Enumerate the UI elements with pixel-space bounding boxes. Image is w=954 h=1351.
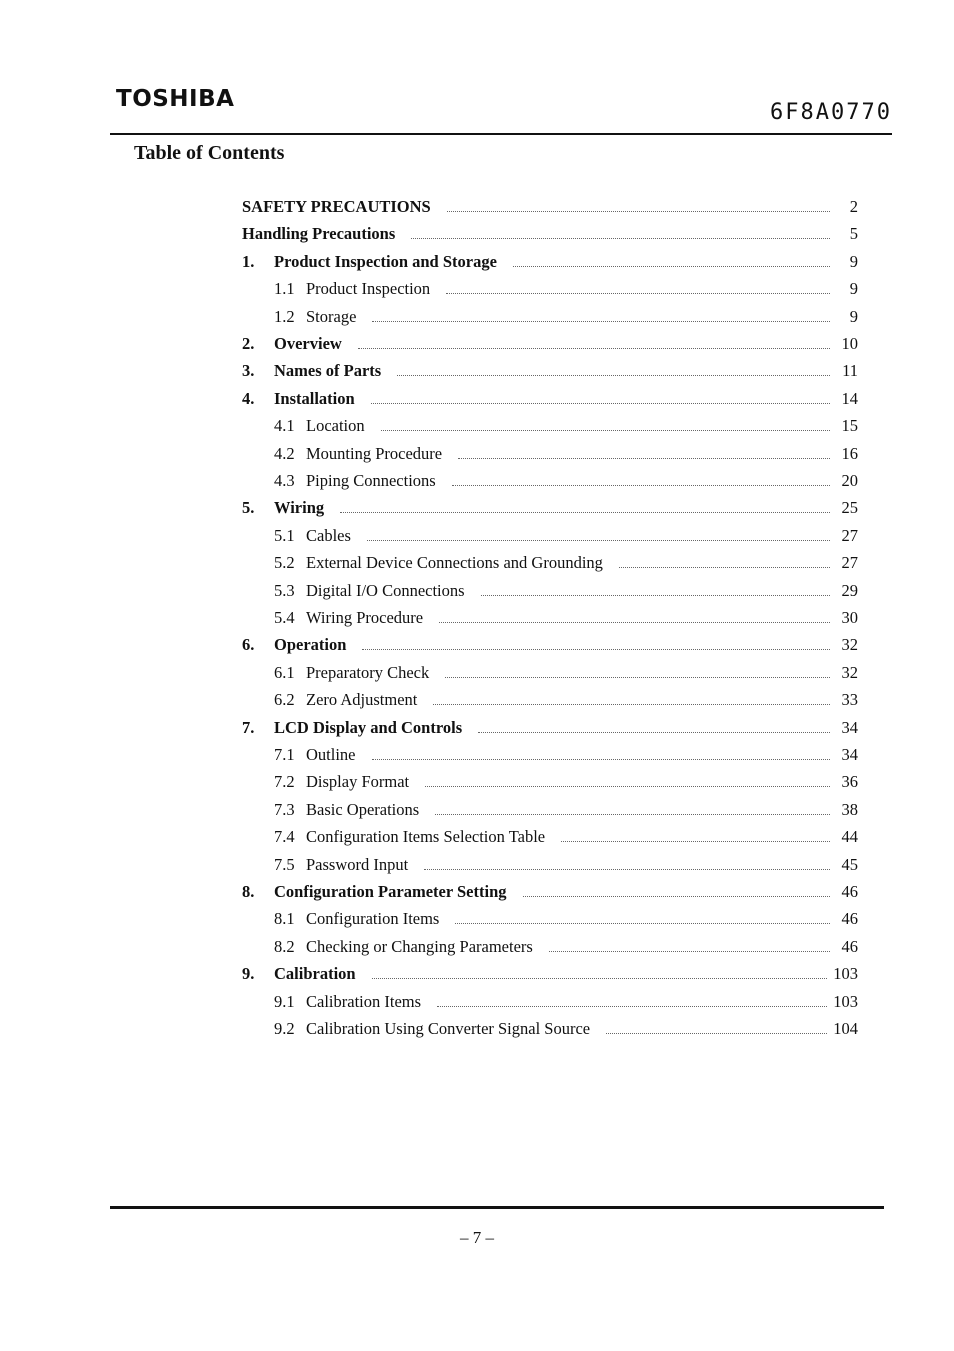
toc-dot-leader: [549, 950, 830, 952]
toc-dot-leader: [367, 539, 830, 541]
toc-entry-number: 4.: [242, 388, 255, 408]
toc-dot-leader: [561, 840, 830, 842]
toc-entry[interactable]: [274, 581, 858, 603]
toc-entry-page: 25: [841, 498, 858, 518]
toc-dot-leader: [381, 429, 830, 431]
toc-entry[interactable]: [274, 992, 858, 1014]
toc-dot-leader: [523, 895, 831, 897]
toc-dot-leader: [452, 484, 830, 486]
toc-entry-page: 2: [849, 197, 858, 216]
toc-entry-title: Product Inspection: [306, 279, 431, 299]
toc-entry-page: 14: [841, 388, 858, 408]
toc-entry-page: 32: [841, 635, 858, 655]
page-number: – 7 –: [460, 1228, 494, 1247]
toc-entry-title: Configuration Parameter Setting: [274, 882, 507, 901]
toc-entry[interactable]: [274, 855, 858, 877]
toc-entry-title: Password Input: [306, 854, 409, 874]
toc-entry-number: 6.1: [274, 662, 295, 682]
toc-entry-title: Installation: [274, 388, 355, 408]
toc-entry-number: 6.: [242, 635, 255, 655]
toc-dot-leader: [372, 977, 828, 979]
toc-entry-number: 7.5: [274, 854, 295, 874]
toc-entry-page: 20: [841, 471, 858, 490]
toc-entry-page: 9: [849, 279, 858, 299]
toc-entry-title: Handling Precautions: [242, 224, 396, 244]
toc-entry[interactable]: [242, 252, 858, 274]
toc-dot-leader: [481, 594, 830, 596]
toc-entry-number: 5.4: [274, 608, 295, 627]
footer-rule: [110, 1206, 884, 1209]
toc-dot-leader: [478, 731, 830, 733]
toc-entry[interactable]: [274, 444, 858, 466]
toc-entry-page: 103: [833, 964, 858, 984]
toc-entry-number: 5.2: [274, 553, 295, 573]
toc-dot-leader: [435, 813, 830, 815]
toc-entry-number: 9.: [242, 964, 255, 984]
toc-entry-title: LCD Display and Controls: [274, 717, 463, 737]
toc-dot-leader: [358, 347, 830, 349]
toc-dot-leader: [437, 1005, 827, 1007]
toc-entry[interactable]: [274, 690, 858, 712]
toc-entry-title: Wiring Procedure: [306, 608, 424, 627]
toc-entry-title: External Device Connections and Grounding: [306, 553, 603, 573]
toc-entry[interactable]: [274, 307, 858, 329]
toc-entry[interactable]: [274, 772, 858, 794]
toc-entry-number: 8.2: [274, 936, 295, 956]
toc-entry-title: Configuration Items Selection Table: [306, 827, 546, 847]
toc-dot-leader: [433, 703, 830, 705]
toc-entry-title: Overview: [274, 334, 342, 353]
toc-entry-page: 46: [841, 936, 858, 956]
toc-entry-page: 32: [841, 662, 858, 682]
toc-entry[interactable]: [242, 197, 858, 219]
toc-entry-title: Display Format: [306, 772, 410, 792]
toc-entry-number: 9.2: [274, 1019, 295, 1038]
toc-entry-title: Wiring: [274, 498, 325, 518]
toc-entry[interactable]: [274, 800, 858, 822]
toc-entry-number: 7.1: [274, 745, 295, 764]
toc-entry-page: 30: [841, 608, 858, 627]
toc-entry-number: 9.1: [274, 991, 295, 1011]
toc-entry-page: 44: [841, 827, 858, 847]
toc-entry-number: 4.3: [274, 471, 295, 490]
toc-entry-title: Zero Adjustment: [306, 690, 418, 710]
toc-dot-leader: [458, 457, 830, 459]
toc-entry-page: 9: [849, 306, 858, 326]
toc-entry-title: Checking or Changing Parameters: [306, 936, 533, 956]
toc-dot-leader: [445, 676, 830, 678]
toc-entry-number: 1.: [242, 251, 255, 271]
toc-entry[interactable]: [274, 745, 858, 767]
toc-dot-leader: [619, 566, 830, 568]
section-title: Table of Contents: [134, 142, 285, 164]
toc-entry-title: Location: [306, 416, 365, 436]
toc-entry[interactable]: [274, 608, 858, 630]
document-number: 6F8A0770: [770, 100, 892, 125]
toc-dot-leader: [425, 785, 830, 787]
toc-entry-page: 46: [841, 882, 858, 901]
toc-entry-page: 11: [842, 361, 858, 381]
toc-entry-number: 7.3: [274, 799, 295, 819]
toc-entry-title: Digital I/O Connections: [306, 580, 465, 600]
toc-entry[interactable]: [274, 663, 858, 685]
toc-entry-page: 34: [841, 745, 858, 764]
toc-entry[interactable]: [242, 718, 858, 740]
toc-entry-page: 15: [841, 416, 858, 436]
toc-entry-number: 2.: [242, 334, 255, 353]
toc-entry-title: Product Inspection and Storage: [274, 251, 497, 271]
toc-dot-leader: [424, 868, 830, 870]
toc-dot-leader: [446, 292, 830, 294]
toc-entry-page: 33: [841, 690, 858, 710]
toc-entry-title: Mounting Procedure: [306, 443, 443, 463]
toc-entry-page: 34: [841, 717, 858, 737]
header-rule: [110, 133, 892, 135]
toc-dot-leader: [447, 210, 830, 212]
toc-dot-leader: [372, 320, 830, 322]
toc-entry-page: 45: [841, 854, 858, 874]
toc-entry-page: 103: [833, 991, 858, 1011]
toc-entry-title: Calibration Items: [306, 991, 422, 1011]
toc-entry-page: 27: [841, 525, 858, 545]
toc-entry-page: 5: [849, 224, 858, 244]
toc-entry-title: Basic Operations: [306, 799, 420, 819]
toc-entry[interactable]: [242, 635, 858, 657]
toc-entry-title: Configuration Items: [306, 909, 440, 929]
toc-entry-number: 5.: [242, 498, 255, 518]
toc-entry-number: 7.2: [274, 772, 295, 792]
toc-dot-leader: [372, 758, 831, 760]
toc-entry-page: 9: [849, 251, 858, 271]
toc-entry-title: Calibration Using Converter Signal Source: [306, 1019, 591, 1038]
toc-entry-number: 1.1: [274, 279, 295, 299]
toc-entry-number: 4.2: [274, 443, 295, 463]
toc-dot-leader: [439, 621, 830, 623]
toc-entry-number: 7.: [242, 717, 255, 737]
toc-entry-page: 10: [841, 334, 858, 353]
toc-dot-leader: [455, 922, 830, 924]
toc-entry-title: SAFETY PRECAUTIONS: [242, 197, 431, 216]
toc-entry-page: 29: [841, 580, 858, 600]
toc-entry-number: 6.2: [274, 690, 295, 710]
toc-entry[interactable]: [274, 937, 858, 959]
toc-entry-number: 3.: [242, 361, 255, 381]
toc-entry[interactable]: [242, 498, 858, 520]
toc-dot-leader: [340, 511, 830, 513]
toc-entry[interactable]: [274, 1019, 858, 1041]
toc-dot-leader: [362, 648, 830, 650]
toc-entry-title: Calibration: [274, 964, 356, 984]
toc-dot-leader: [411, 237, 830, 239]
toc-entry-title: Piping Connections: [306, 471, 436, 490]
toc-entry[interactable]: [274, 526, 858, 548]
toc-entry-page: 46: [841, 909, 858, 929]
toc-entry-title: Outline: [306, 745, 356, 764]
toc-entry-title: Preparatory Check: [306, 662, 430, 682]
toc-entry-number: 8.: [242, 882, 255, 901]
toc-entry[interactable]: [274, 553, 858, 575]
toc-entry-title: Cables: [306, 525, 351, 545]
toc-dot-leader: [397, 374, 830, 376]
toc-entry[interactable]: [274, 279, 858, 301]
toc-entry[interactable]: [274, 416, 858, 438]
toc-entry-page: 104: [833, 1019, 858, 1038]
toc-entry[interactable]: [242, 334, 858, 356]
toc-entry[interactable]: [242, 882, 858, 904]
toc-entry-number: 4.1: [274, 416, 295, 436]
toc-entry-title: Operation: [274, 635, 347, 655]
toc-entry-number: 5.1: [274, 525, 295, 545]
toc-entry[interactable]: [274, 827, 858, 849]
toc-dot-leader: [606, 1032, 827, 1034]
toc-entry-page: 16: [841, 443, 858, 463]
toc-dot-leader: [513, 265, 830, 267]
toc-entry[interactable]: [242, 224, 858, 246]
toc-entry-page: 38: [841, 799, 858, 819]
toc-entry-number: 1.2: [274, 306, 295, 326]
toc-entry-title: Storage: [306, 306, 357, 326]
toc-entry-number: 5.3: [274, 580, 295, 600]
toc-entry-number: 8.1: [274, 909, 295, 929]
toc-entry-title: Names of Parts: [274, 361, 382, 381]
toc-entry[interactable]: [274, 471, 858, 493]
toc-entry[interactable]: [274, 909, 858, 931]
toc-entry-page: 36: [841, 772, 858, 792]
toc-dot-leader: [371, 402, 830, 404]
toc-entry[interactable]: [242, 389, 858, 411]
toc-entry[interactable]: [242, 361, 858, 383]
toc-entry-number: 7.4: [274, 827, 295, 847]
toc-entry[interactable]: [242, 964, 858, 986]
brand-logo: TOSHIBA: [116, 86, 235, 112]
toc-entry-page: 27: [841, 553, 858, 573]
